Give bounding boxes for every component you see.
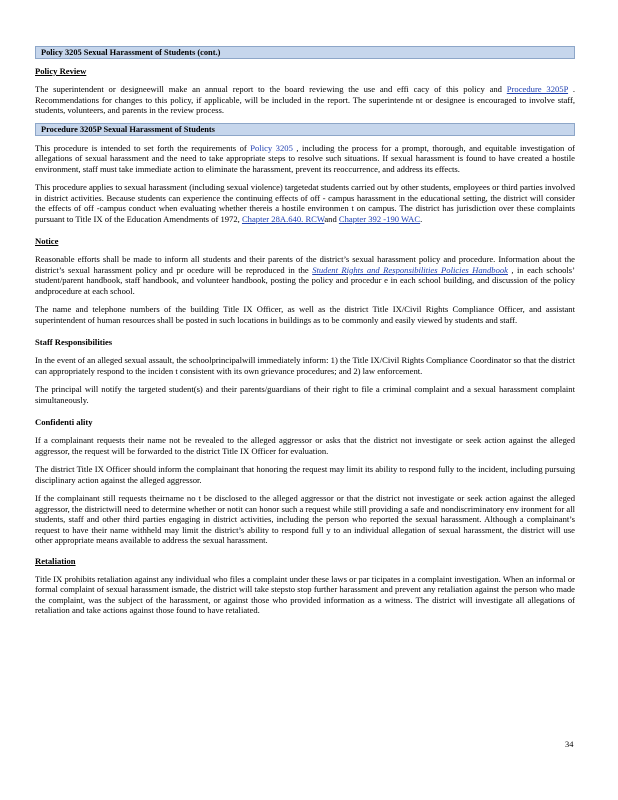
policy-review-heading: Policy Review <box>35 66 87 76</box>
wac-chapter-link[interactable]: Chapter 392 -190 WAC <box>338 213 421 224</box>
staff-responsibilities-heading: Staff Responsibilities <box>35 337 113 347</box>
policy-header-bar: Policy 3205 Sexual Harassment of Students (cont.) <box>35 46 575 59</box>
notice-paragraph-1: Reasonable efforts shall be made to inform all students and their parents of the district’s sexual harassment policy and procedure. Information about the district’s sexual harassment policy and pr ocedure will be reproduced in the Student Rights and Responsibilities Policies Handbook , in each schools’ student/parent handbook, staff handbook, and volunteer handbook, posting the policy and procedur e in each school building, and discussion of the policy andprocedure at each school. <box>35 254 576 296</box>
page-number: 34 <box>565 740 574 749</box>
retaliation-heading: Retaliation <box>35 555 76 566</box>
policy-3205-link[interactable]: Policy 3205 <box>250 142 293 153</box>
document-page <box>35 46 575 616</box>
rcw-chapter-link[interactable]: Chapter 28A.640. RCW <box>241 213 325 224</box>
confidentiality-paragraph-1: If a complainant requests their name not be revealed to the alleged aggressor or asks that the district not investigate or seek action against the alleged aggressor, the request will be forwarded to the district Title IX Officer for evaluation. <box>35 435 575 456</box>
notice-heading: Notice <box>35 236 59 246</box>
staff-responsibilities-paragraph-1: In the event of an alleged sexual assault, the schoolprincipalwill immediately inform: 1) the Title IX/Civil Rights Compliance Coordinator so that the district can appropriately respond to the inciden t consistent with its own grievance procedures; and 2) law enforcement. <box>35 355 575 376</box>
confidentiality-heading: Confidenti ality <box>35 417 93 427</box>
confidentiality-paragraph-2: The district Title IX Officer should inform the complainant that honoring the request may limit its ability to respond fully to the incident, including pursuing disciplinary action against the alleged aggressor. <box>35 464 575 485</box>
procedure-header-bar: Procedure 3205P Sexual Harassment of Students <box>35 123 575 136</box>
procedure-paragraph-2: This procedure applies to sexual harassment (including sexual violence) targetedat students carried out by other students, employees or third parties involved in district activities. Because students can experience the continuing effects of off - campus harassment in the educational setting, the district will consider the effects of off -campus conduct when evaluating whether thereis a hostile environmen t on campus. The district has jurisdiction over these complaints pursuant to Title IX of the Education Amendments of 1972, Chapter 28A.640. RCWand Chapter 392 -190 WAC. <box>35 182 575 224</box>
student-handbook-link[interactable]: Student Rights and Responsibilities Policies Handbook <box>312 264 508 275</box>
confidentiality-paragraph-3: If the complainant still requests theirname no t be disclosed to the alleged aggressor or that the district not investigate or seek action against the alleged aggressor, the districtwill need to determine whether or notit can honor such a request while still providing a safe and nondiscriminatory env ironment for all students, staff and other third parties engaging in district activities, including the person who reported the sexual harassment. Although a complainant’s request to have their name withheld may limit the district’s ability to respond full y to an individual allegation of sexual harassment, the district will use other appropriate means available to address the sexual harassment. <box>35 493 575 545</box>
policy-review-paragraph: The superintendent or designeewill make an annual report to the board reviewing the use and effi cacy of this policy and Procedure 3205P . Recommendations for changes to this policy, if applicable, will be included in the report. The superintende nt or designee is encouraged to involve staff, students, volunteers, and parents in the review process. <box>35 84 576 115</box>
notice-paragraph-2: The name and telephone numbers of the building Title IX Officer, as well as the district Title IX/Civil Rights Compliance Officer, and assistant superintendent of human resources shall be posted in such locations in buildings as to be commonly and easily viewed by students and staff. <box>35 304 575 325</box>
procedure-3205p-link[interactable]: Procedure 3205P <box>506 84 569 94</box>
retaliation-paragraph: Title IX prohibits retaliation against any individual who files a complaint under these laws or par ticipates in a complaint investigation. When an informal or formal complaint of sexual harassment ismade, the district will take stepsto stop further harassment and prevent any retaliation against the person who made the complaint, was the subject of the harassment, or against those who provided information as a witness. The district will investigate all allegations of retaliation and take actions against those found to have retaliated. <box>35 573 575 615</box>
staff-responsibilities-paragraph-2: The principal will notify the targeted student(s) and their parents/guardians of their right to file a criminal complaint and a sexual harassment complaint simultaneously. <box>35 384 575 405</box>
procedure-paragraph-1: This procedure is intended to set forth the requirements of Policy 3205 , including the process for a prompt, thorough, and equitable investigation of allegations of sexual harassment and the need to take appropriate steps to resolve such situations. If sexual harassment is found to have created a hostile environment, staff must take immediate action to eliminate the harassment, prevent its reoccurrence, and address its effects. <box>35 142 575 174</box>
